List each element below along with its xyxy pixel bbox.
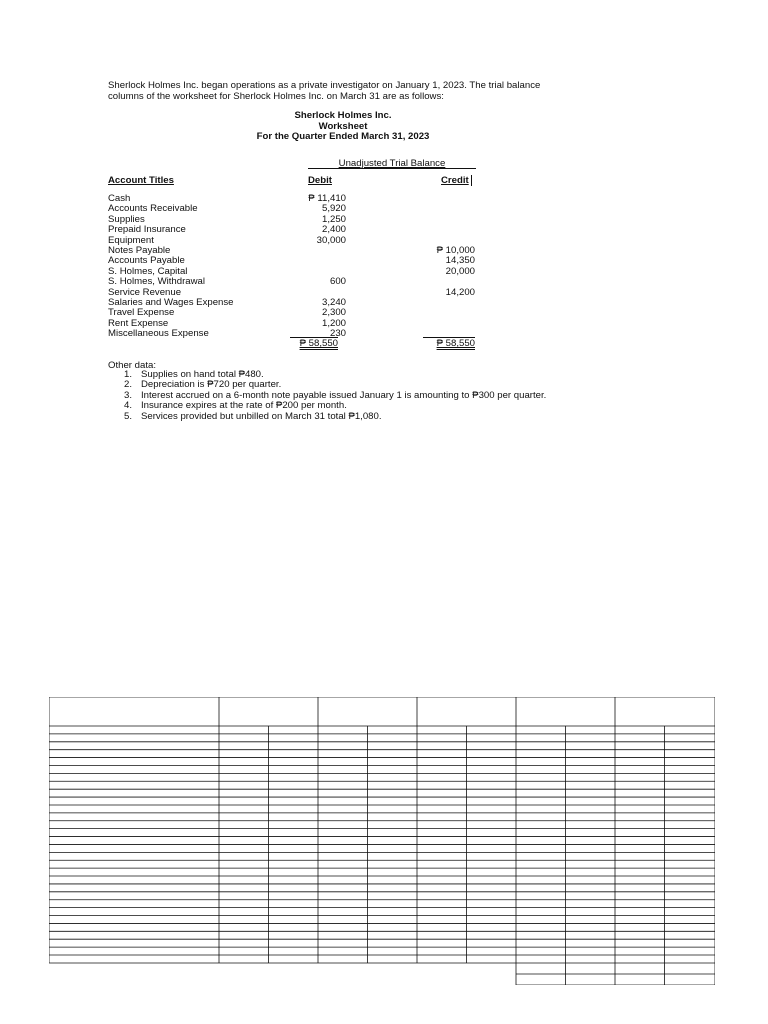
account-title: Supplies — [108, 213, 145, 225]
item-text: Depreciation is ₱720 per quarter. — [141, 379, 282, 391]
section-header-rule — [308, 168, 476, 169]
account-title: Notes Payable — [108, 245, 171, 256]
account-title: Accounts Receivable — [108, 203, 198, 215]
worksheet-title: Worksheet — [318, 120, 368, 132]
item-number: 4. — [124, 400, 133, 412]
debit-amount: 30,000 — [316, 234, 346, 246]
debit-amount: 3,240 — [321, 297, 346, 308]
debit-total: ₱ 58,550 — [299, 338, 338, 349]
blank-worksheet-grid — [49, 697, 715, 985]
debit-amount: 5,920 — [321, 203, 346, 215]
credit-amount: 14,350 — [445, 255, 475, 267]
debit-amount: 600 — [329, 276, 346, 288]
account-title: Service Revenue — [108, 286, 182, 298]
intro-line-2: columns of the worksheet for Sherlock Holmes Inc. on March 31 are as follows: — [108, 91, 444, 102]
account-title: Cash — [108, 193, 131, 204]
other-data-label: Other data: — [108, 360, 156, 371]
item-number: 1. — [124, 369, 133, 380]
account-title: Accounts Payable — [108, 255, 185, 267]
credit-amount: ₱ 10,000 — [436, 245, 475, 256]
worksheet-period: For the Quarter Ended March 31, 2023 — [256, 131, 430, 142]
credit-total: ₱ 58,550 — [436, 338, 475, 349]
credit-amount: 14,200 — [445, 286, 475, 298]
account-title: Prepaid Insurance — [108, 224, 186, 236]
debit-amount: 2,300 — [321, 307, 346, 319]
debit-amount: 2,400 — [321, 224, 346, 236]
debit-amount: 1,250 — [321, 213, 346, 225]
account-title: Equipment — [108, 234, 154, 246]
other-data-item — [124, 412, 382, 422]
unadjusted-trial-balance-header — [308, 158, 476, 169]
trial-balance-row — [108, 225, 488, 235]
company-name: Sherlock Holmes Inc. — [294, 110, 392, 121]
item-number: 2. — [124, 379, 133, 391]
worksheet-grid-lines — [49, 697, 715, 985]
account-title: Travel Expense — [108, 307, 175, 319]
col-credit: Credit — [441, 175, 472, 186]
item-number: 3. — [124, 389, 133, 401]
trial-balance-row — [108, 204, 488, 214]
item-text: Interest accrued on a 6-month note payable issued January 1 is amounting to ₱300 per quarter. — [141, 389, 547, 401]
debit-amount: 230 — [329, 328, 346, 340]
item-text: Services provided but unbilled on March 31 total ₱1,080. — [141, 410, 382, 422]
account-title: S. Holmes, Capital — [108, 265, 188, 277]
item-number: 5. — [124, 410, 133, 422]
debit-amount: 1,200 — [321, 317, 346, 329]
intro-line-1: Sherlock Holmes Inc. began operations as a private investigator on January 1, 2023. The trial balance — [108, 80, 541, 91]
item-text: Insurance expires at the rate of ₱200 per month. — [141, 400, 347, 412]
col-debit: Debit — [308, 175, 332, 186]
credit-amount: 20,000 — [445, 265, 475, 277]
account-title: S. Holmes, Withdrawal — [108, 276, 206, 288]
col-account-titles: Account Titles — [108, 175, 174, 186]
section-header-text: Unadjusted Trial Balance — [338, 158, 446, 169]
account-title: Salaries and Wages Expense — [108, 297, 234, 308]
account-title: Rent Expense — [108, 317, 169, 329]
debit-amount: ₱ 11,410 — [308, 193, 346, 204]
item-text: Supplies on hand total ₱480. — [141, 369, 264, 380]
intro-paragraph — [108, 80, 540, 102]
account-title: Miscellaneous Expense — [108, 328, 209, 340]
